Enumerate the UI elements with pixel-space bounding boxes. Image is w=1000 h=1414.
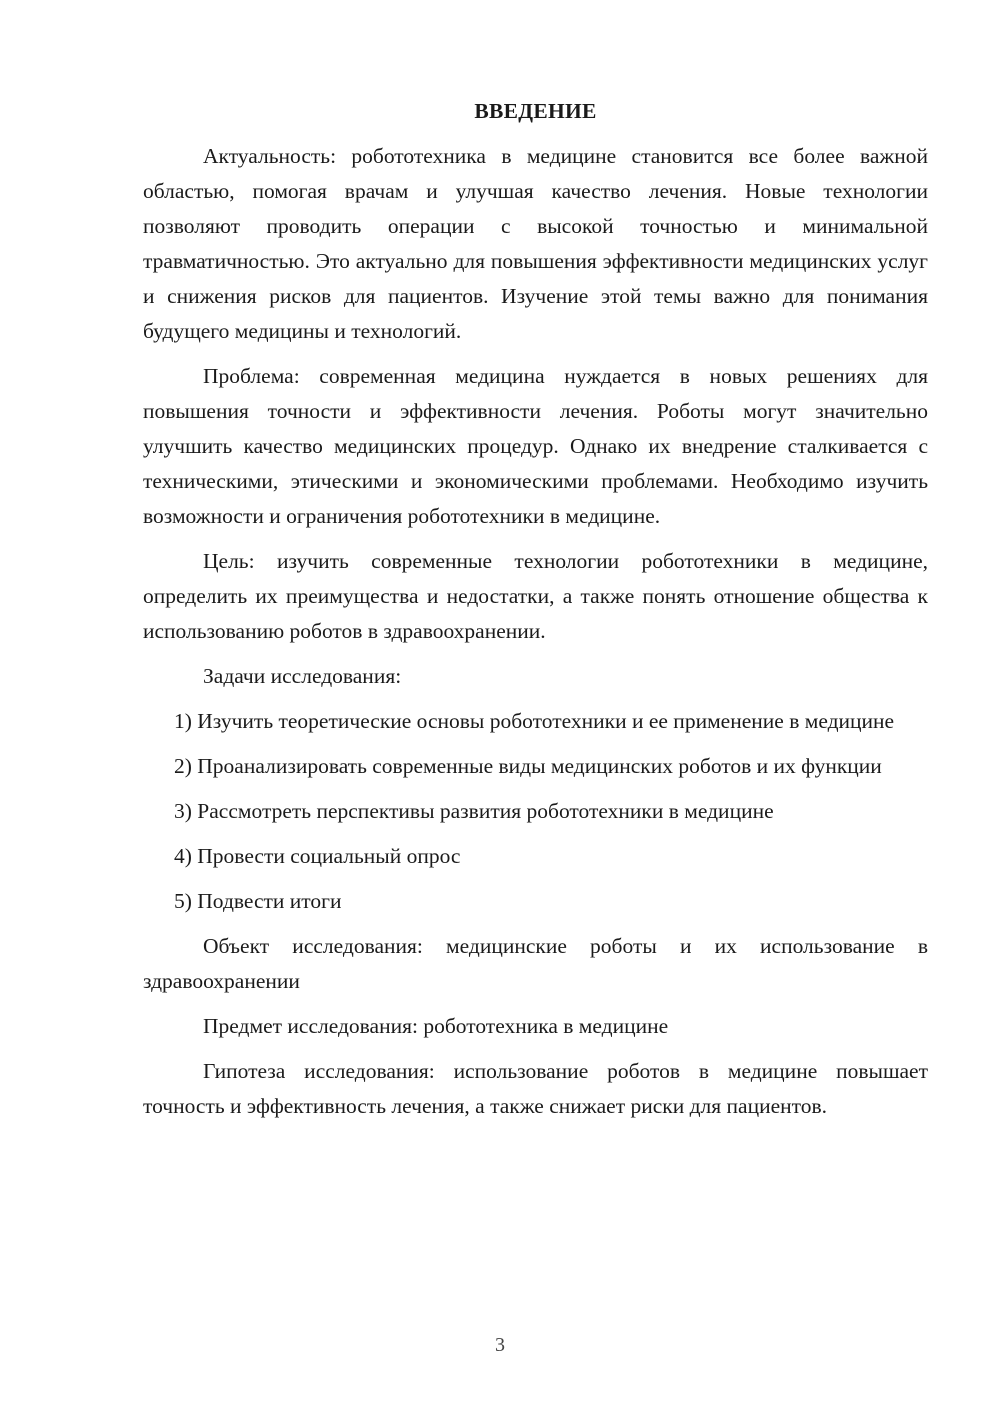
paragraph-object: Объект исследования: медицинские роботы и их использование в здравоохранении (143, 934, 928, 993)
list-item-task-5: 5) Подвести итоги (174, 889, 342, 913)
paragraph-problem: Проблема: современная медицина нуждается в новых решениях для повышения точности и эффективности лечения. Роботы могут значительно улучшить качество медицинских процедур. Однако их внедрение сталкивается с техническими, этическими и экономическими проблемами. Необходимо изучить возможности и ограничения робототехники в медицине. (143, 364, 928, 528)
paragraph-relevance: Актуальность: робототехника в медицине становится все более важной областью, помогая врачам и улучшая качество лечения. Новые технологии позволяют проводить операции с высокой точностью и минимальной травматичностью. Это актуально для повышения эффективности медицинских услуг и снижения рисков для пациентов. Изучение этой темы важно для понимания будущего медицины и технологий. (143, 144, 928, 343)
list-item-task-1: 1) Изучить теоретические основы робототехники и ее применение в медицине (174, 709, 895, 733)
paragraph-subject: Предмет исследования: робототехника в медицине (203, 1014, 669, 1038)
list-item-task-2: 2) Проанализировать современные виды медицинских роботов и их функции (174, 754, 882, 778)
list-item-task-4: 4) Провести социальный опрос (174, 844, 461, 868)
tasks-heading: Задачи исследования: (203, 664, 402, 688)
list-item-task-3: 3) Рассмотреть перспективы развития робототехники в медицине (174, 799, 774, 823)
page-number: 3 (495, 1334, 505, 1356)
section-title: ВВЕДЕНИЕ (474, 99, 597, 123)
paragraph-hypothesis: Гипотеза исследования: использование роботов в медицине повышает точность и эффективность лечения, а также снижает риски для пациентов. (143, 1059, 928, 1118)
document-page (143, 94, 928, 1134)
paragraph-goal: Цель: изучить современные технологии робототехники в медицине, определить их преимущества и недостатки, а также понять отношение общества к использованию роботов в здравоохранении. (143, 549, 928, 643)
